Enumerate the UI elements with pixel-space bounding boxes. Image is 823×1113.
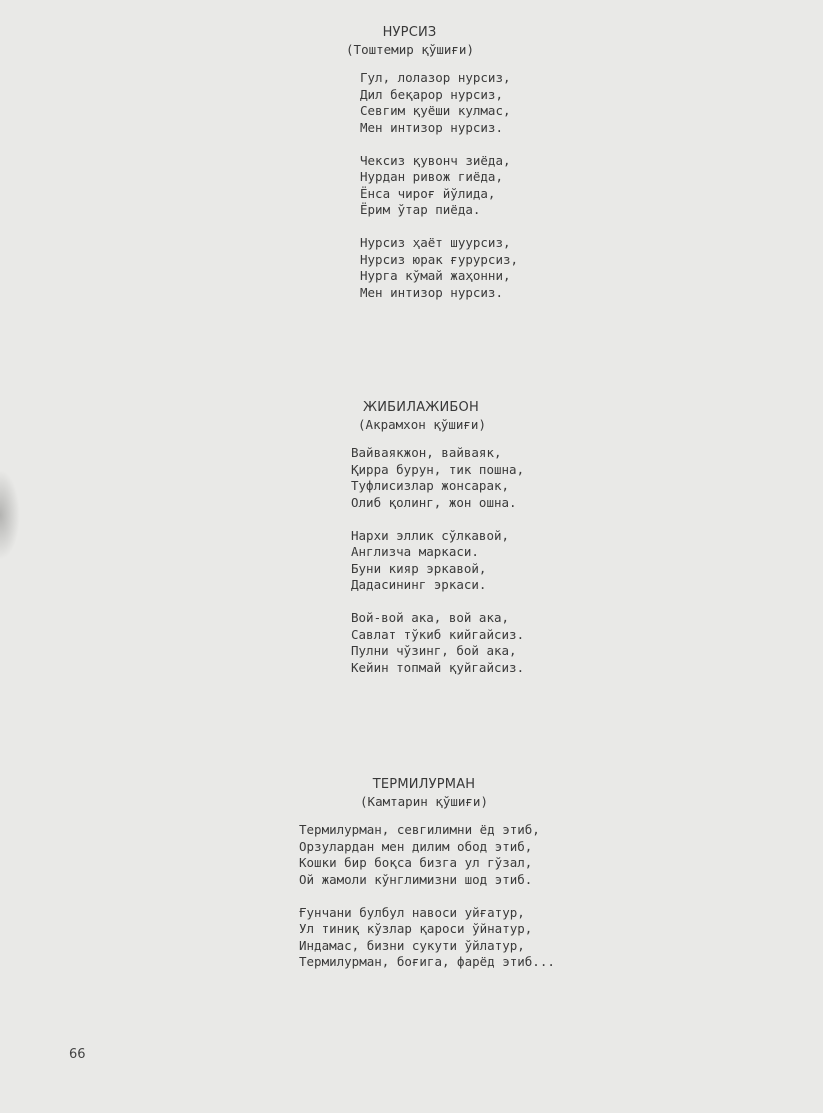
poem-jibilajibon [351, 400, 524, 692]
verse-line: Савлат тўкиб кийгайсиз. [351, 626, 525, 642]
poem-termilurman [299, 777, 555, 987]
verse-line: Термилурман, севгилимни ёд этиб, [299, 822, 540, 838]
poem-title: ТЕРМИЛУРМАН [372, 777, 476, 792]
stanza [299, 905, 555, 971]
verse-line: Ёнса чироғ йўлида, [360, 185, 496, 201]
poem-subtitle: (Камтарин қўшиғи) [360, 793, 488, 809]
page-number: 66 [69, 1047, 86, 1062]
poem-subtitle: (Тоштемир қўшиғи) [346, 41, 474, 57]
verse-line: Туфлисизлар жонсарак, [351, 478, 510, 494]
verse-line: Термилурман, боғига, фарёд этиб... [299, 954, 555, 970]
verse-line: Орзулардан мен дилим обод этиб, [299, 838, 533, 854]
verse-line: Вайваякжон, вайваяк, [351, 445, 502, 461]
verse-line: Олиб қолинг, жон ошна. [351, 494, 517, 510]
verse-line: Ғунчани булбул навоси уйғатур, [299, 904, 525, 920]
verse-line: Қирра бурун, тик пошна, [351, 461, 525, 477]
verse-line: Севгим қуёши кулмас, [360, 103, 511, 119]
stanza [360, 70, 518, 136]
verse-line: Ой жамоли кўнглимизни шод этиб. [299, 871, 533, 887]
stanza [351, 445, 524, 511]
stanza [351, 610, 524, 676]
verse-line: Нархи эллик сўлкавой, [351, 527, 510, 543]
verse-line: Мен интизор нурсиз. [360, 284, 503, 300]
verse-line: Нурдан ривож гиёда, [360, 169, 503, 185]
verse-line: Нурсиз ҳаёт шуурсиз, [360, 234, 511, 250]
verse-line: Кошки бир боқса бизга ул гўзал, [299, 855, 533, 871]
verse-line: Пулни чўзинг, бой ака, [351, 643, 517, 659]
verse-line: Чексиз қувонч зиёда, [360, 152, 511, 168]
verse-line: Гул, лолазор нурсиз, [360, 70, 511, 86]
verse-line: Ёрим ўтар пиёда. [360, 202, 481, 218]
verse-line: Вой-вой ака, вой ака, [351, 609, 510, 625]
stanza [360, 153, 518, 219]
page-edge-shadow [0, 470, 20, 560]
verse-line: Дил беқарор нурсиз, [360, 86, 503, 102]
poem-title: ЖИБИЛАЖИБОН [363, 400, 479, 415]
verse-line: Ул тиниқ кўзлар қароси ўйнатур, [299, 921, 533, 937]
poem-title: НУРСИЗ [382, 25, 437, 40]
poem-subtitle: (Акрамхон қўшиғи) [358, 416, 486, 432]
verse-line: Буни кияр эркавой, [351, 560, 487, 576]
verse-line: Англизча маркаси. [351, 544, 479, 560]
stanza [351, 528, 524, 594]
stanza [360, 235, 518, 301]
verse-line: Дадасининг эркаси. [351, 577, 487, 593]
stanza [299, 822, 555, 888]
verse-line: Нурсиз юрак ғурурсиз, [360, 251, 519, 267]
verse-line: Индамас, бизни сукути ўйлатур, [299, 937, 525, 953]
poem-nursiz [346, 25, 519, 317]
verse-line: Мен интизор нурсиз. [360, 119, 503, 135]
verse-line: Нурга кўмай жаҳонни, [360, 268, 511, 284]
verse-line: Кейин топмай қуйгайсиз. [351, 659, 525, 675]
